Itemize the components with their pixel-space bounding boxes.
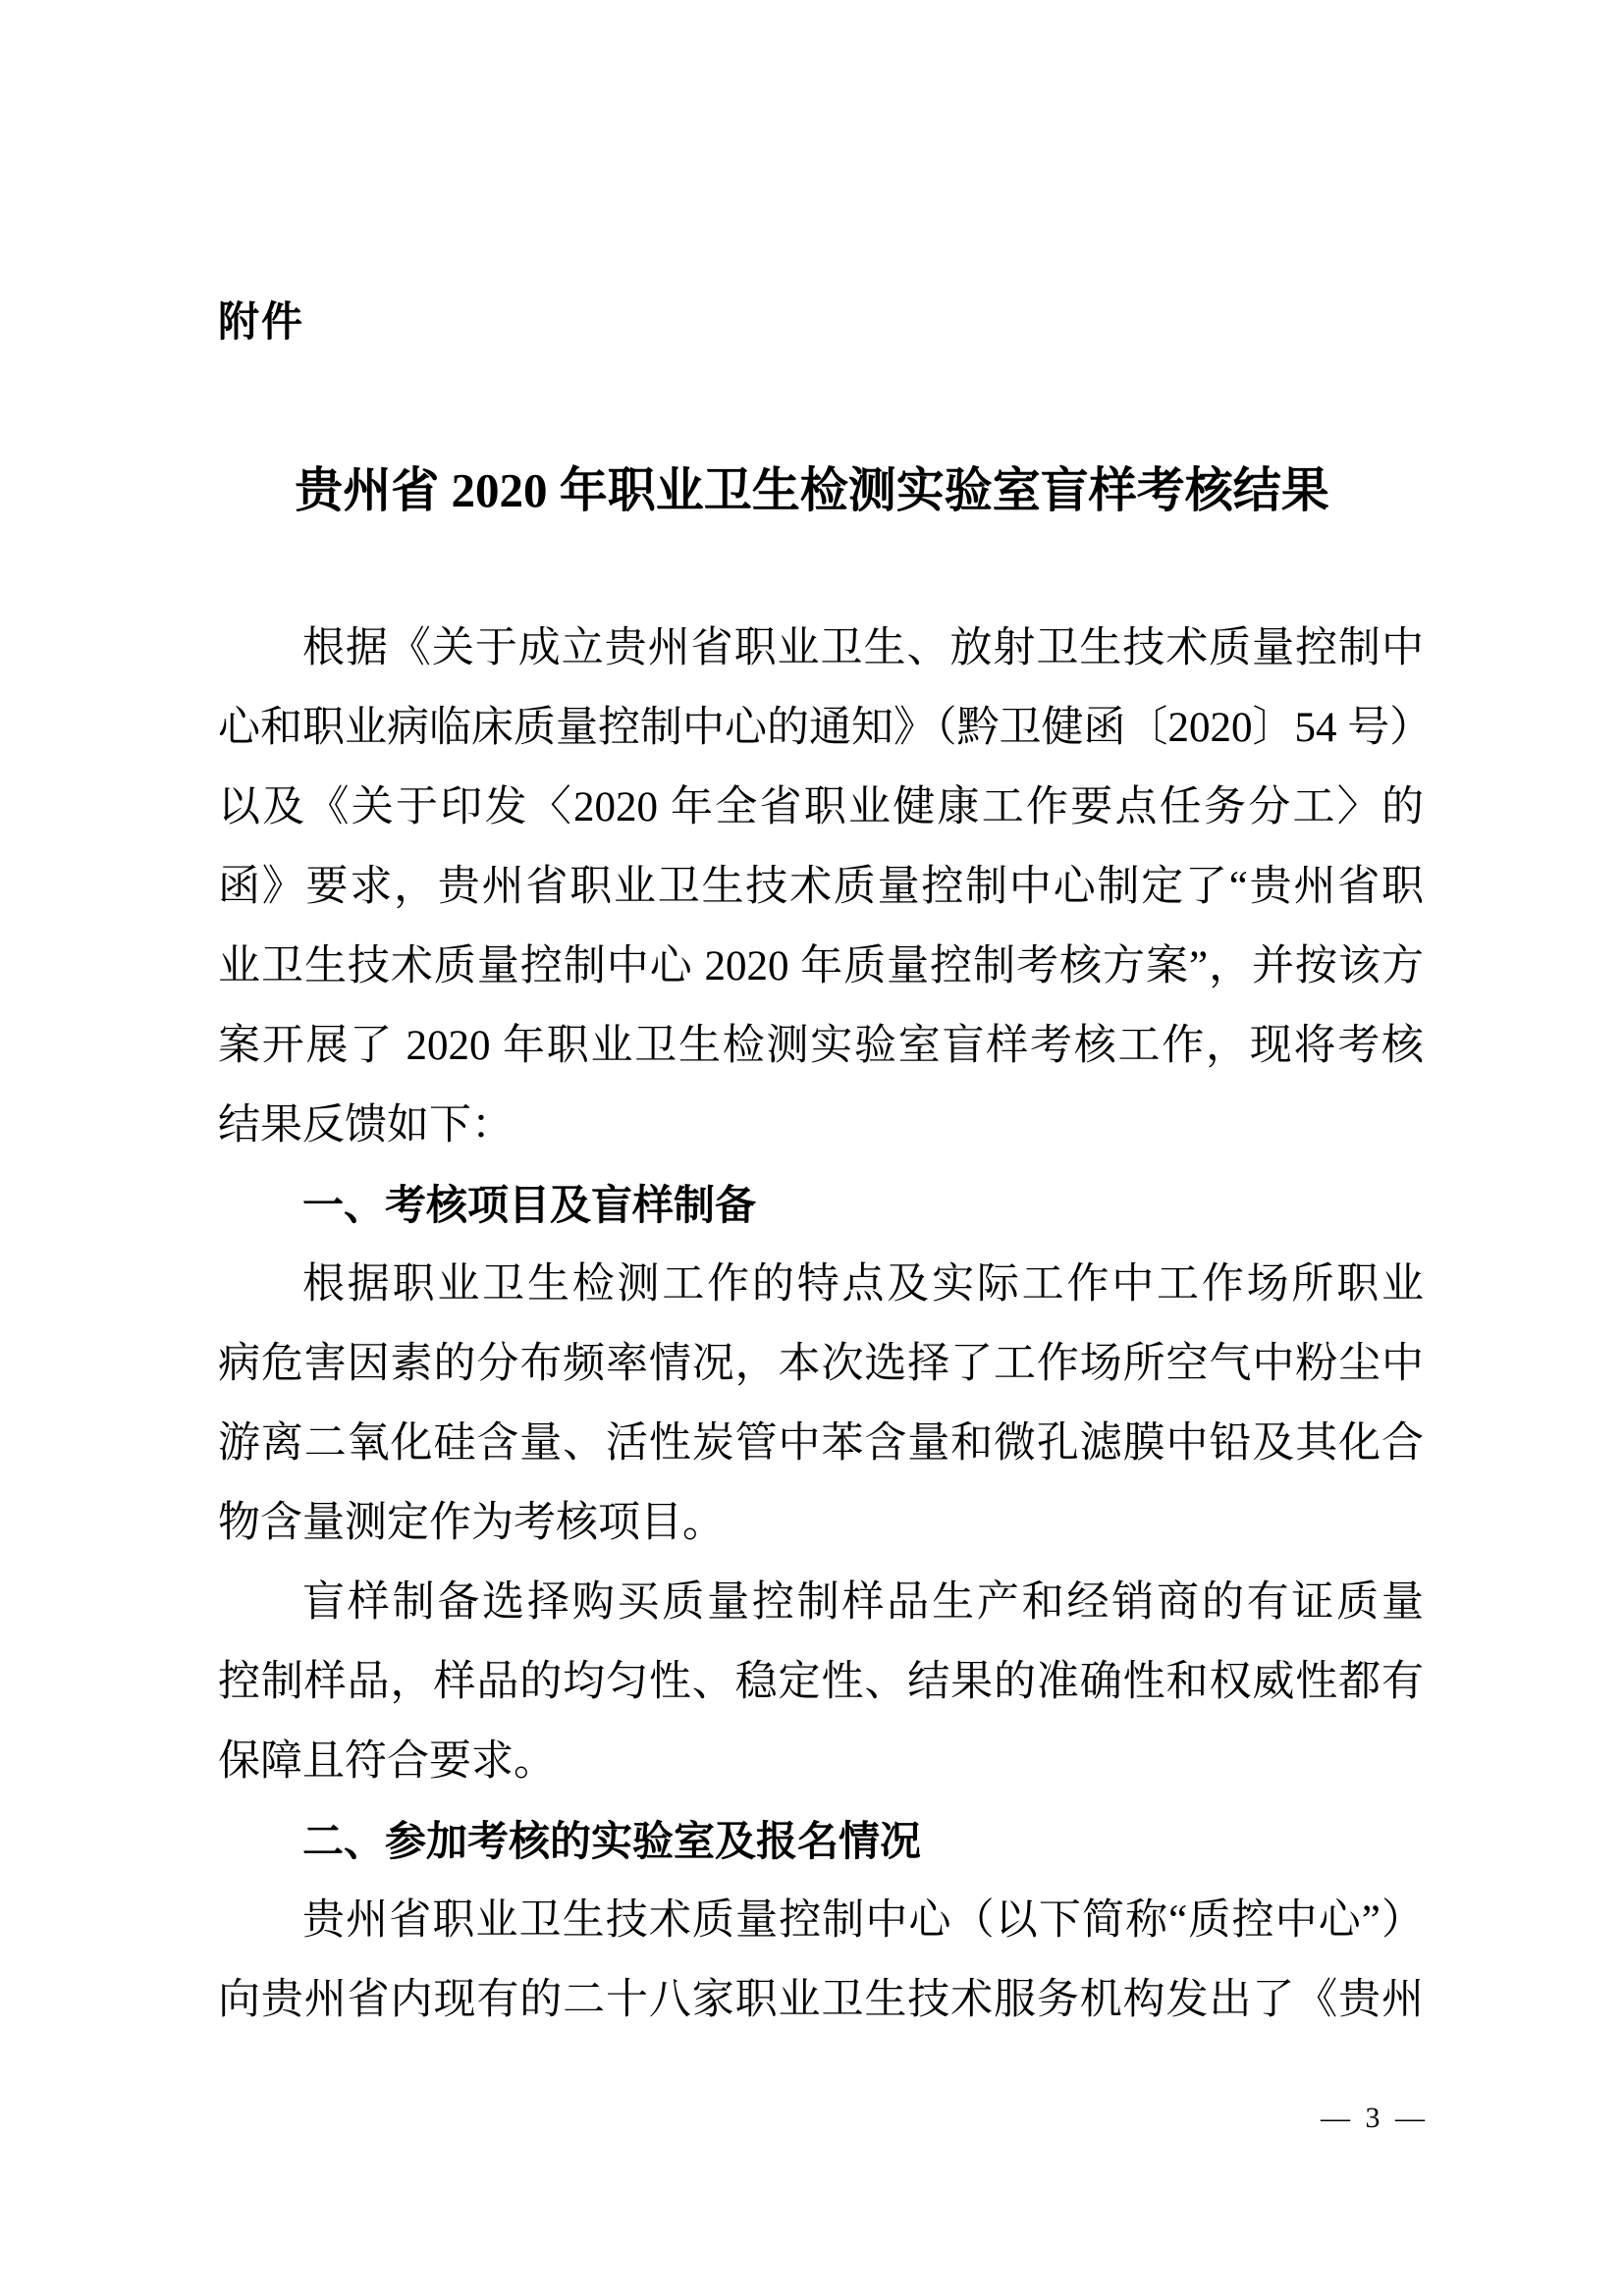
paragraph-line: 病危害因素的分布频率情况，本次选择了工作场所空气中粉尘中 xyxy=(218,1341,1424,1387)
paragraph-line: 保障且符合要求。 xyxy=(218,1738,556,1785)
paragraph-line: 结果反馈如下： xyxy=(218,1102,514,1148)
section-heading-1: 一、考核项目及盲样制备 xyxy=(302,1182,757,1228)
paragraph-line: 物含量测定作为考核项目。 xyxy=(218,1500,725,1546)
paragraph-line: 业卫生技术质量控制中心 2020 年质量控制考核方案”，并按该方 xyxy=(218,943,1424,989)
paragraph-line: 游离二氧化硅含量、活性炭管中苯含量和微孔滤膜中铅及其化合 xyxy=(218,1420,1424,1467)
document-body xyxy=(218,609,1433,2040)
paragraph-line: 函》要求，贵州省职业卫生技术质量控制中心制定了“贵州省职 xyxy=(218,864,1424,910)
paragraph-line: 贵州省职业卫生技术质量控制中心（以下简称“质控中心”） xyxy=(302,1897,1424,1944)
paragraph-line: 根据职业卫生检测工作的特点及实际工作中工作场所职业 xyxy=(302,1261,1424,1308)
page-number: — 3 — xyxy=(1321,2102,1429,2134)
paragraph-line: 盲样制备选择购买质量控制样品生产和经销商的有证质量 xyxy=(302,1579,1424,1626)
paragraph-line: 控制样品，样品的均匀性、稳定性、结果的准确性和权威性都有 xyxy=(218,1659,1424,1705)
document-title: 贵州省 2020 年职业卫生检测实验室盲样考核结果 xyxy=(295,463,1329,517)
section-heading-2: 二、参加考核的实验室及报名情况 xyxy=(302,1818,922,1864)
paragraph-line: 案开展了 2020 年职业卫生检测实验室盲样考核工作，现将考核 xyxy=(218,1023,1424,1069)
attachment-label: 附件 xyxy=(218,298,305,345)
paragraph-line: 向贵州省内现有的二十八家职业卫生技术服务机构发出了《贵州 xyxy=(218,1977,1424,2023)
paragraph-line: 以及《关于印发〈2020 年全省职业健康工作要点任务分工〉的 xyxy=(218,784,1424,830)
paragraph-line: 心和职业病临床质量控制中心的通知》（黔卫健函〔2020〕54 号） xyxy=(218,705,1433,751)
paragraph-line: 根据《关于成立贵州省职业卫生、放射卫生技术质量控制中 xyxy=(302,625,1424,671)
